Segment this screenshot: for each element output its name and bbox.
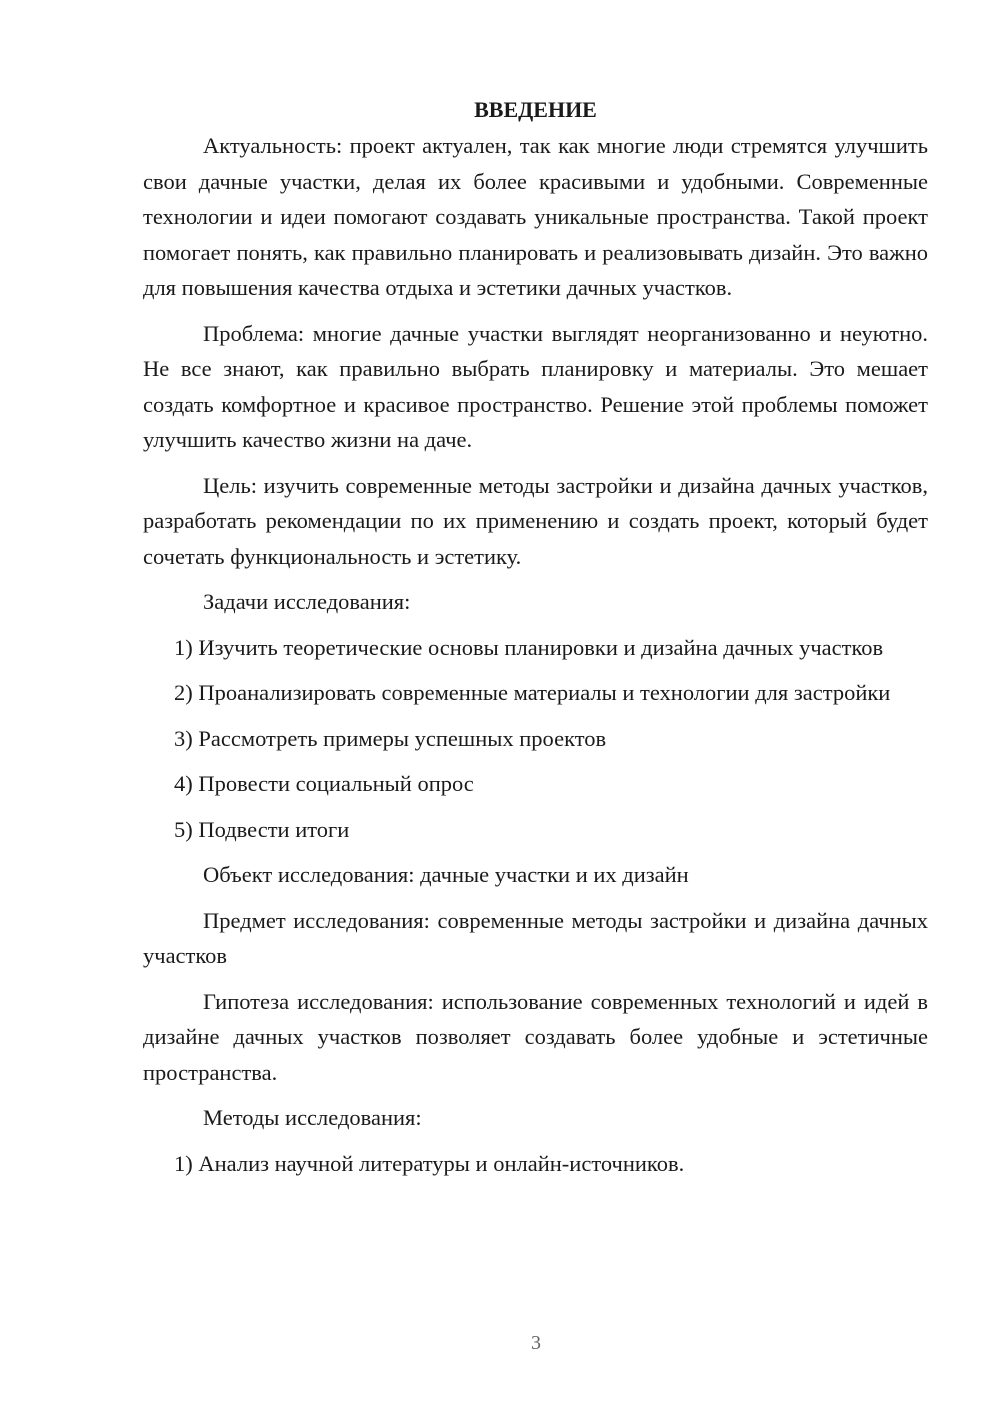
list-item: 1) Изучить теоретические основы планировки и дизайна дачных участков	[174, 634, 884, 660]
section-heading: ВВЕДЕНИЕ	[474, 97, 597, 122]
page-number: 3	[531, 1332, 541, 1354]
paragraph-object: Объект исследования: дачные участки и их дизайн	[203, 862, 689, 887]
paragraph-relevance: Актуальность: проект актуален, так как многие люди стремятся улучшить свои дачные участки, делая их более красивыми и удобными. Современные технологии и идеи помогают создавать уникальные пространства. Такой проект помогает понять, как правильно планировать и реализовывать дизайн. Это важно для повышения качества отдыха и эстетики дачных участков.	[143, 133, 928, 300]
list-item: 4) Провести социальный опрос	[174, 771, 474, 796]
page-content	[143, 92, 928, 1191]
paragraph-subject: Предмет исследования: современные методы застройки и дизайна дачных участков	[143, 907, 928, 968]
paragraph-goal: Цель: изучить современные методы застройки и дизайна дачных участков, разработать рекомендации по их применению и создать проект, который будет сочетать функциональность и эстетику.	[143, 472, 928, 569]
paragraph-tasks-heading: Задачи исследования:	[203, 589, 411, 614]
paragraph-methods-heading: Методы исследования:	[203, 1105, 422, 1130]
list-item: 2) Проанализировать современные материалы и технологии для застройки	[174, 680, 891, 705]
paragraph-problem: Проблема: многие дачные участки выглядят неорганизованно и неуютно. Не все знают, как правильно выбрать планировку и материалы. Это мешает создать комфортное и красивое пространство. Решение этой проблемы поможет улучшить качество жизни на даче.	[143, 320, 928, 452]
list-item: 3) Рассмотреть примеры успешных проектов	[174, 725, 607, 751]
paragraph-hypothesis: Гипотеза исследования: использование современных технологий и идей в дизайне дачных участков позволяет создавать более удобные и эстетичные пространства.	[143, 988, 928, 1085]
list-item: 1) Анализ научной литературы и онлайн-источников.	[174, 1150, 685, 1176]
list-item: 5) Подвести итоги	[174, 816, 350, 842]
